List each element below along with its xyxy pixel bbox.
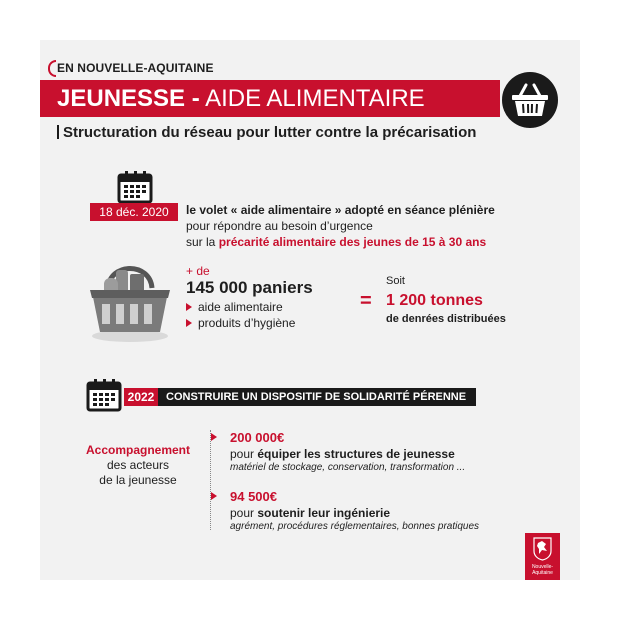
basket-count-number: 145 000 xyxy=(186,278,248,297)
equals-sign: = xyxy=(360,290,372,312)
accompaniment-line-2: des acteurs xyxy=(106,458,170,472)
decision-line-3-lead: sur la xyxy=(186,235,219,249)
funding-purpose: pour équiper les structures de jeunesse xyxy=(230,447,455,461)
subtitle-text: Structuration du réseau pour lutter contre la précarisation xyxy=(63,124,477,141)
decision-line-3 xyxy=(186,235,486,249)
funding-purpose: pour soutenir leur ingénierie xyxy=(230,506,391,520)
triangle-bullet-icon xyxy=(186,303,192,311)
basket-item xyxy=(186,300,283,314)
decision-line-2: pour répondre au besoin d’urgence xyxy=(186,219,373,233)
basket-count xyxy=(186,278,313,298)
accompaniment-label xyxy=(68,443,208,488)
basket-prefix: + de xyxy=(186,264,210,278)
subtitle-bar xyxy=(57,125,59,139)
denrees-label: de denrées distribuées xyxy=(386,313,506,325)
decision-line-1: le volet « aide alimentaire » adopté en séance plénière xyxy=(186,203,495,217)
basket-item-label: aide alimentaire xyxy=(198,300,283,314)
banner-title-light: AIDE ALIMENTAIRE xyxy=(199,85,425,112)
calendar-icon xyxy=(117,170,153,204)
date-badge: 18 déc. 2020 xyxy=(90,203,178,221)
year-badge: 2022 xyxy=(124,388,158,406)
region-bracket-mark xyxy=(48,60,56,77)
basket-illustration xyxy=(84,252,176,344)
basket-item-label: produits d’hygiène xyxy=(198,316,296,330)
banner-title-bold: JEUNESSE - xyxy=(57,85,200,112)
basket-icon xyxy=(511,82,549,118)
decision-line-3-highlight: précarité alimentaire des jeunes de 15 à 30 ans xyxy=(218,235,487,249)
funding-amount: 200 000€ xyxy=(230,430,285,445)
plan-heading: CONSTRUIRE UN DISPOSITIF DE SOLIDARITÉ PÉRENNE xyxy=(158,388,476,406)
banner-title xyxy=(57,86,425,112)
basket-count-unit: paniers xyxy=(247,278,313,297)
funding-detail: agrément, procédures réglementaires, bonnes pratiques xyxy=(230,521,480,532)
triangle-bullet-icon xyxy=(211,433,217,441)
subtitle xyxy=(57,124,476,141)
dotted-divider xyxy=(210,430,211,530)
accompaniment-line-3: de la jeunesse xyxy=(99,473,177,487)
triangle-bullet-icon xyxy=(186,319,192,327)
soit-label: Soit xyxy=(386,275,405,287)
region-logo-text: Nouvelle- Aquitaine xyxy=(531,564,554,576)
basket-item xyxy=(186,316,295,330)
region-label: EN NOUVELLE-AQUITAINE xyxy=(57,61,214,75)
lion-crest-icon xyxy=(533,537,552,561)
accompaniment-line-1: Accompagnement xyxy=(85,443,191,457)
triangle-bullet-icon xyxy=(211,492,217,500)
calendar-icon xyxy=(86,378,122,412)
tonnes-value: 1 200 tonnes xyxy=(386,292,483,309)
funding-amount: 94 500€ xyxy=(230,489,277,504)
funding-detail: matériel de stockage, conservation, transformation ... xyxy=(230,462,466,473)
